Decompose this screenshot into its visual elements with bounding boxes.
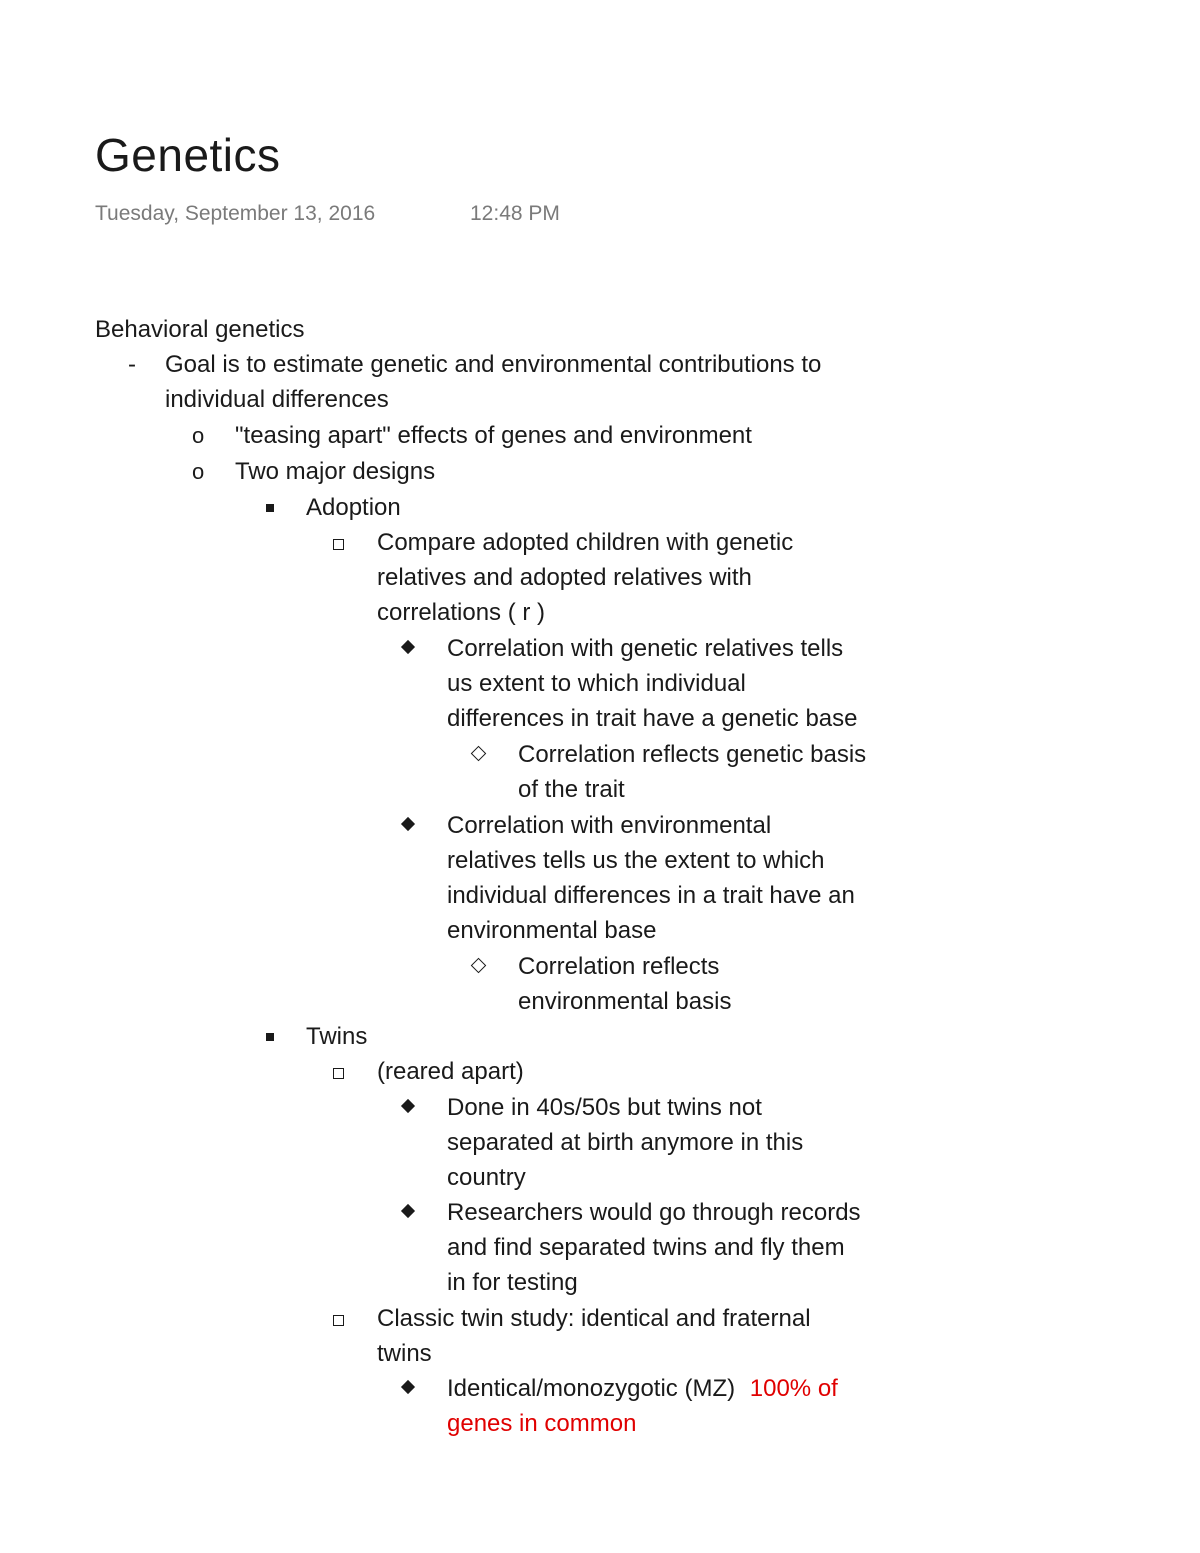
page-title: Genetics [95, 129, 281, 181]
list-item-line: Compare adopted children with genetic [377, 529, 794, 556]
square-bullet [266, 1033, 274, 1041]
box-bullet [333, 539, 344, 550]
list-item-line [447, 1371, 838, 1406]
diamond-bullet [401, 1204, 415, 1218]
box-bullet [333, 1315, 344, 1326]
list-item-line: relatives and adopted relatives with [377, 564, 752, 591]
diamond-bullet [401, 1099, 415, 1113]
list-item-line: Correlation with genetic relatives tells [447, 635, 844, 662]
list-item-line: correlations ( r ) [377, 599, 546, 626]
list-item-line: environmental basis [518, 988, 732, 1015]
list-item-line: Goal is to estimate genetic and environmental contributions to [165, 351, 822, 378]
dash-bullet: - [128, 351, 136, 378]
identical-label: Identical/monozygotic (MZ) [447, 1375, 736, 1402]
list-item-line: Adoption [306, 494, 401, 521]
page-time: 12:48 PM [470, 202, 560, 225]
list-item-line: and find separated twins and fly them [447, 1234, 845, 1261]
circle-bullet: o [192, 459, 205, 484]
list-item-line: Done in 40s/50s but twins not [447, 1094, 762, 1121]
list-item-line: individual differences [165, 386, 389, 413]
diamond-bullet [401, 1380, 415, 1394]
highlight-text: 100% of [749, 1375, 838, 1402]
list-item-line: twins [377, 1340, 432, 1367]
list-item-line: Two major designs [235, 458, 436, 485]
list-item-line: "teasing apart" effects of genes and environment [235, 422, 752, 449]
box-bullet [333, 1068, 344, 1079]
diamond-bullet [401, 817, 415, 831]
list-item-line: individual differences in a trait have an [447, 882, 855, 909]
list-item-line: Correlation reflects genetic basis [518, 741, 867, 768]
list-item-line: separated at birth anymore in this [447, 1129, 804, 1156]
circle-bullet: o [192, 423, 205, 448]
hollow-diamond-bullet [471, 746, 487, 762]
diamond-bullet [401, 640, 415, 654]
list-item-line: us extent to which individual [447, 670, 746, 697]
hollow-diamond-bullet [471, 958, 487, 974]
list-item-line: environmental base [447, 917, 657, 944]
list-item-line: in for testing [447, 1269, 578, 1296]
list-item-line: relatives tells us the extent to which [447, 847, 825, 874]
list-item-line: country [447, 1164, 526, 1191]
page-date: Tuesday, September 13, 2016 [95, 202, 376, 225]
list-item-line: Twins [306, 1023, 368, 1050]
list-item-line: Researchers would go through records [447, 1199, 861, 1226]
list-item-line: differences in trait have a genetic base [447, 705, 858, 732]
list-item-line: Correlation reflects [518, 953, 720, 980]
list-item-line: of the trait [518, 776, 625, 803]
highlight-text: genes in common [447, 1410, 637, 1437]
list-item-line: Classic twin study: identical and fraternal [377, 1305, 811, 1332]
list-item-line: Correlation with environmental [447, 812, 772, 839]
list-item-line: (reared apart) [377, 1058, 524, 1085]
section-heading: Behavioral genetics [95, 316, 305, 343]
square-bullet [266, 504, 274, 512]
